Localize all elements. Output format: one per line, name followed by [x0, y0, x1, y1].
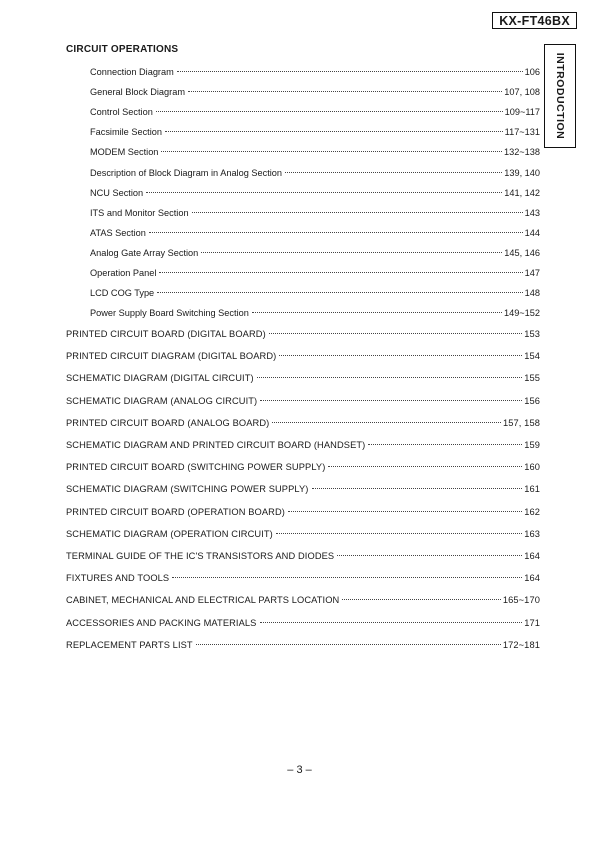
dot-leader — [165, 131, 503, 132]
dot-leader — [285, 172, 502, 173]
toc-entry-title: SCHEMATIC DIAGRAM (SWITCHING POWER SUPPLY) — [66, 484, 309, 494]
toc-entry-title: NCU Section — [90, 188, 144, 198]
toc-entry-page: 109~117 — [504, 107, 540, 117]
toc-entry — [90, 286, 540, 300]
dot-leader — [157, 292, 522, 293]
dot-leader — [159, 272, 522, 273]
dot-leader — [177, 71, 523, 72]
toc-entry — [90, 246, 540, 260]
toc-entry — [66, 394, 540, 408]
toc-entry-title: Power Supply Board Switching Section — [90, 308, 249, 318]
toc-entry — [66, 505, 540, 519]
dot-leader — [257, 377, 522, 378]
dot-leader — [276, 533, 522, 534]
toc-entry-title: SCHEMATIC DIAGRAM (OPERATION CIRCUIT) — [66, 529, 273, 539]
toc-entry-page: 145, 146 — [504, 248, 540, 258]
toc-entry — [90, 306, 540, 320]
toc-entry — [90, 145, 540, 159]
toc-entry-page: 171 — [524, 618, 540, 628]
toc-entry — [66, 460, 540, 474]
toc-entry-title: Connection Diagram — [90, 67, 174, 77]
dot-leader — [260, 400, 522, 401]
toc-entry — [66, 616, 540, 630]
toc-entry-title: TERMINAL GUIDE OF THE IC'S TRANSISTORS AND DIODES — [66, 551, 335, 561]
toc-entry-page: 162 — [524, 507, 540, 517]
toc-entry-title: Operation Panel — [90, 268, 157, 278]
toc-entry — [66, 593, 540, 607]
dot-leader — [312, 488, 523, 489]
dot-leader — [337, 555, 522, 556]
dot-leader — [196, 644, 501, 645]
toc-entry-page: 172~181 — [502, 640, 540, 650]
dot-leader — [172, 577, 522, 578]
toc-entry — [66, 416, 540, 430]
toc-entry — [66, 482, 540, 496]
dot-leader — [269, 333, 522, 334]
toc-entry-page: 106 — [524, 67, 540, 77]
toc-entry-title: PRINTED CIRCUIT BOARD (DIGITAL BOARD) — [66, 329, 266, 339]
section-heading: CIRCUIT OPERATIONS — [66, 44, 179, 55]
toc-entry-page: 144 — [524, 228, 540, 238]
toc-entry-page: 164 — [524, 573, 540, 583]
toc-entry — [90, 206, 540, 220]
toc-entry — [66, 638, 540, 652]
dot-leader — [288, 511, 522, 512]
toc-entry-page: 148 — [524, 288, 540, 298]
toc-entry-title: Facsimile Section — [90, 127, 162, 137]
dot-leader — [260, 622, 523, 623]
toc-entry-title: SCHEMATIC DIAGRAM (ANALOG CIRCUIT) — [66, 396, 258, 406]
toc-entry — [90, 186, 540, 200]
toc-entry-page: 139, 140 — [504, 168, 540, 178]
toc-entry-title: ITS and Monitor Section — [90, 208, 189, 218]
toc-entry — [66, 571, 540, 585]
toc-entry-page: 164 — [524, 551, 540, 561]
model-number: KX-FT46BX — [499, 14, 570, 28]
toc-entry-page: 132~138 — [503, 147, 540, 157]
toc-entry-page: 147 — [524, 268, 540, 278]
dot-leader — [342, 599, 500, 600]
toc-entry-page: 156 — [524, 396, 540, 406]
toc-entry-page: 159 — [524, 440, 540, 450]
page-number: – 3 – — [287, 764, 312, 776]
toc-entry-page: 165~170 — [502, 595, 540, 605]
toc-entry-title: Control Section — [90, 107, 153, 117]
toc-entry-page: 154 — [524, 351, 540, 361]
toc-entry — [66, 527, 540, 541]
toc-entry-page: 157, 158 — [503, 418, 540, 428]
toc-entry-title: LCD COG Type — [90, 288, 155, 298]
dot-leader — [328, 466, 522, 467]
toc-entry-title: CABINET, MECHANICAL AND ELECTRICAL PARTS LOCATION — [66, 595, 340, 605]
toc-entry-title: ACCESSORIES AND PACKING MATERIALS — [66, 618, 257, 628]
toc-entry — [90, 105, 540, 119]
dot-leader — [188, 91, 502, 92]
toc-entry-title: PRINTED CIRCUIT BOARD (ANALOG BOARD) — [66, 418, 270, 428]
toc-entry-page: 163 — [524, 529, 540, 539]
toc-entry-title: SCHEMATIC DIAGRAM (DIGITAL CIRCUIT) — [66, 373, 254, 383]
toc-entry-page: 153 — [524, 329, 540, 339]
toc-entry-page: 161 — [524, 484, 540, 494]
toc-entry-title: SCHEMATIC DIAGRAM AND PRINTED CIRCUIT BOARD (HANDSET) — [66, 440, 366, 450]
toc-entry-page: 160 — [524, 462, 540, 472]
dot-leader — [146, 192, 502, 193]
toc-entry-title: PRINTED CIRCUIT BOARD (SWITCHING POWER SUPPLY) — [66, 462, 326, 472]
dot-leader — [161, 151, 502, 152]
toc-entry-page: 155 — [524, 373, 540, 383]
side-tab-label: INTRODUCTION — [554, 52, 566, 140]
dot-leader — [156, 111, 503, 112]
toc-entry — [66, 327, 540, 341]
toc-entry-title: FIXTURES AND TOOLS — [66, 573, 170, 583]
dot-leader — [149, 232, 523, 233]
dot-leader — [368, 444, 522, 445]
toc-entry — [90, 85, 540, 99]
toc-entry — [90, 166, 540, 180]
toc-entry-title: MODEM Section — [90, 147, 159, 157]
toc-entry-page: 117~131 — [504, 127, 540, 137]
toc-entry-title: Description of Block Diagram in Analog Section — [90, 168, 283, 178]
toc-entry-title: REPLACEMENT PARTS LIST — [66, 640, 193, 650]
dot-leader — [252, 312, 502, 313]
toc-entry — [66, 349, 540, 363]
toc-entry-page: 141, 142 — [504, 188, 540, 198]
toc-entry-page: 143 — [524, 208, 540, 218]
toc-entry — [90, 65, 540, 79]
toc-entry — [66, 371, 540, 385]
toc-entry — [66, 438, 540, 452]
toc-entry-title: PRINTED CIRCUIT BOARD (OPERATION BOARD) — [66, 507, 285, 517]
toc-entry-title: General Block Diagram — [90, 87, 185, 97]
toc-entry-page: 107, 108 — [504, 87, 540, 97]
dot-leader — [279, 355, 522, 356]
toc-entry — [66, 549, 540, 563]
dot-leader — [192, 212, 523, 213]
toc-entry — [90, 266, 540, 280]
toc-entry — [90, 226, 540, 240]
toc-entry-title: Analog Gate Array Section — [90, 248, 199, 258]
toc-entry — [90, 125, 540, 139]
dot-leader — [201, 252, 502, 253]
toc-entry-title: ATAS Section — [90, 228, 146, 238]
toc-entry-title: PRINTED CIRCUIT DIAGRAM (DIGITAL BOARD) — [66, 351, 277, 361]
toc-entry-page: 149~152 — [503, 308, 540, 318]
dot-leader — [272, 422, 501, 423]
